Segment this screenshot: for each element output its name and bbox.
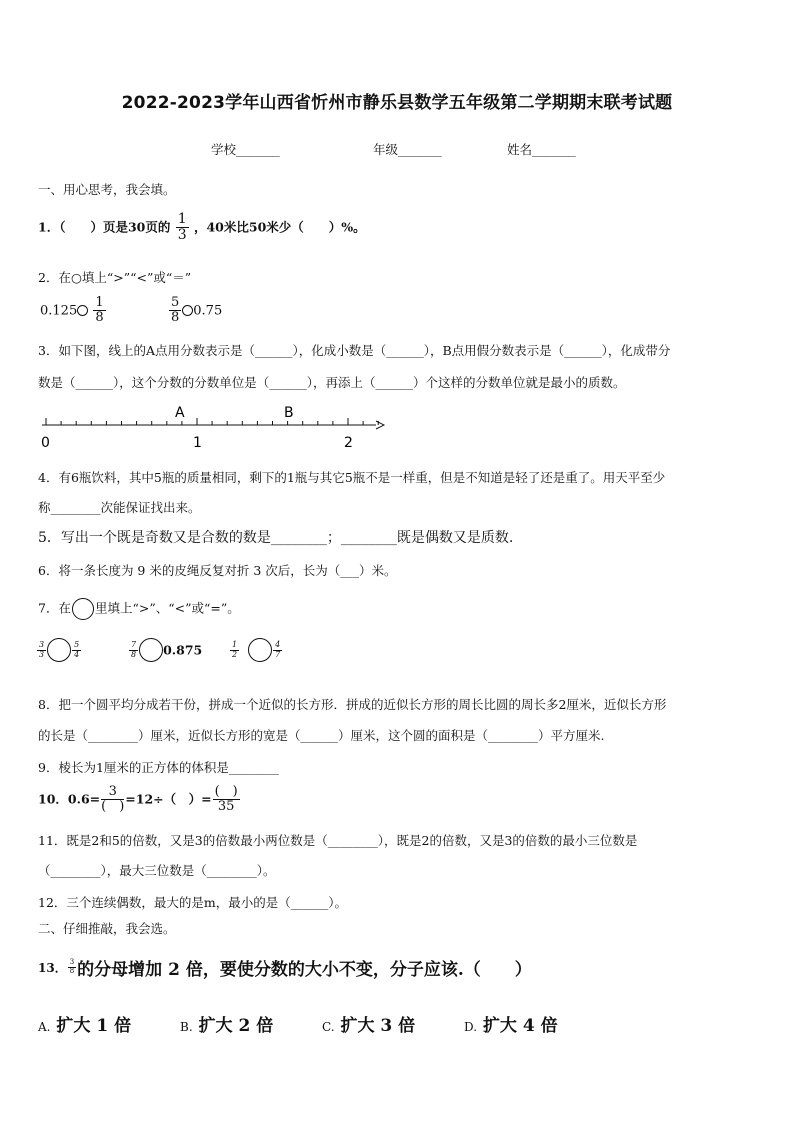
arrow-head-icon [376, 421, 384, 429]
compare-circle[interactable] [182, 305, 193, 316]
point-a-label: A [175, 405, 185, 421]
q1-denominator: 3 [177, 227, 187, 244]
numerator: 1 [232, 639, 238, 649]
compare-circle[interactable] [47, 638, 71, 662]
option-key: B. [180, 1020, 193, 1034]
fraction [273, 641, 282, 660]
question-1 [38, 212, 366, 244]
q7-text-b: 里填上“>”、“<”或“=”。 [94, 600, 240, 616]
q10-text-a: 10．0.6= [38, 791, 101, 807]
numerator: ( ) [214, 784, 238, 799]
q1-text-b: ，40米比50米少（ ）%。 [193, 219, 366, 235]
question-9: 9．棱长为1厘米的正方体的体积是________ [38, 760, 279, 775]
question-11-line-1: 11．既是2和5的倍数，又是3的倍数最小两位数是（________），既是2的倍数，又是3的倍数的最小三位数是 [38, 833, 638, 848]
q7-item-2 [128, 638, 202, 662]
question-4-line-1: 4．有6瓶饮料，其中5瓶的质量相同，剩下的1瓶与其它5瓶不是一样重，但是不知道是轻了还是重了。用天平至少 [38, 470, 666, 485]
option-d[interactable] [464, 1011, 558, 1036]
q2-compare-right [168, 296, 222, 326]
q7-item-1 [36, 638, 82, 662]
question-11-line-2: （________），最大三位数是（________）。 [38, 863, 276, 878]
denominator: 8 [131, 649, 137, 659]
compare-circle[interactable] [248, 638, 272, 662]
fraction [129, 641, 138, 660]
fraction [72, 641, 81, 660]
compare-circle[interactable] [77, 305, 88, 316]
question-10 [38, 785, 241, 815]
option-key: D. [464, 1020, 478, 1034]
denominator: 8 [171, 310, 180, 326]
school-field: 学校_______ [211, 142, 280, 157]
numerator: 1 [95, 295, 104, 310]
option-b[interactable] [180, 1011, 273, 1036]
q7-item-3 [229, 638, 283, 662]
numerator: 4 [275, 639, 281, 649]
q1-numerator: 1 [177, 211, 187, 227]
question-13 [38, 955, 532, 980]
number-line-ticks [46, 418, 378, 425]
denominator: 3 [39, 649, 45, 659]
denominator: 8 [69, 967, 75, 975]
grade-field: 年级_______ [373, 142, 442, 157]
numerator: 5 [74, 639, 80, 649]
option-text: 扩大 3 倍 [340, 1016, 416, 1036]
question-5: 5．写出一个既是奇数又是合数的数是________；________既是偶数又是质数. [38, 530, 514, 546]
q7-value: 0.875 [163, 642, 203, 658]
q10-fraction-1 [101, 785, 124, 815]
option-text: 扩大 1 倍 [56, 1016, 132, 1036]
question-7 [38, 598, 240, 620]
fraction [230, 641, 239, 660]
denominator: ( ) [101, 799, 125, 815]
denominator: 7 [275, 649, 281, 659]
point-b-label: B [284, 405, 294, 421]
numerator: 3 [69, 958, 75, 967]
question-8-line-2: 的长是（________）厘米，近似长方形的宽是（______）厘米，这个圆的面积是（________）平方厘米. [38, 728, 605, 743]
option-key: A. [38, 1020, 51, 1034]
section-1-heading: 一、用心思考，我会填。 [38, 182, 176, 197]
numerator: 3 [39, 639, 45, 649]
tick-label-1: 1 [193, 435, 202, 451]
question-3-line-2: 数是（______），这个分数的分数单位是（______），再添上（______）个这样的分数单位就是最小的质数。 [38, 375, 626, 390]
q2-fraction-left [93, 296, 105, 326]
question-4-line-2: 称________次能保证找出来。 [38, 500, 201, 515]
q1-fraction [176, 212, 189, 244]
question-3-line-1: 3．如下图，线上的A点用分数表示是（______），化成小数是（______），B点用假分数表示是（______），化成带分 [38, 343, 671, 358]
tick-label-2: 2 [344, 435, 353, 451]
q2-value: 0.125 [40, 303, 78, 319]
number-line [38, 400, 388, 452]
denominator: 4 [74, 649, 80, 659]
q10-text-b: =12÷（ ）= [125, 791, 212, 807]
denominator: 8 [95, 310, 104, 326]
page-title: 2022-2023学年山西省忻州市静乐县数学五年级第二学期期末联考试题 [121, 93, 673, 113]
numerator: 3 [101, 785, 124, 800]
question-8-line-1: 8．把一个圆平均分成若干份，拼成一个近似的长方形．拼成的近似长方形的周长比圆的周长多2厘米，近似长方形 [38, 697, 667, 712]
option-c[interactable] [322, 1011, 415, 1036]
denominator: 2 [232, 649, 238, 659]
tick-label-0: 0 [41, 435, 50, 451]
q7-text-a: 7．在 [38, 600, 71, 616]
q13-prefix: 13． [38, 961, 67, 975]
q1-text-a: 1．（ ）页是30页的 [38, 219, 171, 235]
q13-text: 的分母增加 2 倍，要使分数的大小不变，分子应该.（ ） [77, 960, 532, 980]
question-12: 12．三个连续偶数，最大的是m，最小的是（______）。 [38, 895, 348, 910]
q2-fraction-right [169, 296, 181, 326]
q10-fraction-2 [213, 785, 240, 815]
fraction [37, 641, 46, 660]
option-a[interactable] [38, 1011, 131, 1036]
question-6: 6．将一条长度为 9 米的皮绳反复对折 3 次后，长为（___）米。 [38, 563, 397, 578]
name-field: 姓名_______ [507, 142, 576, 157]
question-2: 2．在○填上“>”“<”或“＝” [38, 270, 192, 285]
compare-circle [72, 598, 94, 620]
compare-circle[interactable] [139, 638, 163, 662]
option-text: 扩大 4 倍 [482, 1016, 558, 1036]
numerator: 7 [131, 639, 137, 649]
q2-compare-left [40, 296, 107, 326]
numerator: 5 [171, 295, 180, 310]
option-text: 扩大 2 倍 [198, 1016, 274, 1036]
section-2-heading: 二、仔细推敲，我会选。 [38, 921, 176, 936]
q2-value: 0.75 [193, 303, 223, 319]
q13-fraction [68, 959, 76, 975]
option-key: C. [322, 1020, 335, 1034]
denominator: 35 [217, 799, 235, 815]
